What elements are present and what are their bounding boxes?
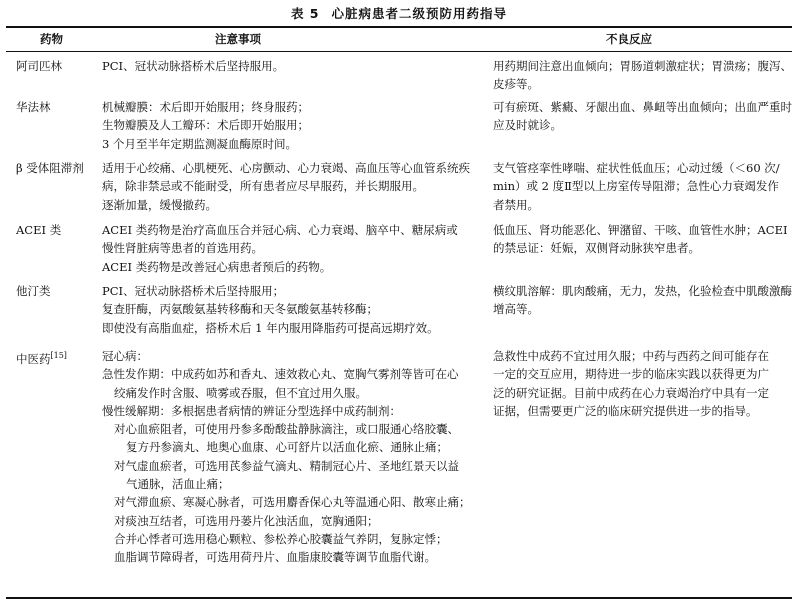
- bottom-rule: [6, 597, 792, 599]
- row-adverse: 可有瘀斑、紫癜、牙龈出血、鼻衄等出血倾向；出血严重时 应及时就诊。: [493, 100, 792, 133]
- header-rule: [6, 51, 792, 52]
- row-notes: ACEI 类药物是治疗高血压合并冠心病、心力衰竭、脑卒中、糖尿病或 慢性肾脏病等患者的首选用药。 ACEI 类药物是改善冠心病患者预后的药物。: [102, 223, 458, 274]
- row-adverse: 急救性中成药不宜过用久服；中药与西药之间可能存在 一定的交互应用，期待进一步的临床实践以获得更为广 泛的研究证据。目前中成药在心力衰竭治疗中具有一定 证据，但需要更广泛的临床研究提供进一步的指导。: [493, 349, 769, 418]
- row-drug: 华法林: [16, 100, 51, 114]
- table-caption: [0, 4, 798, 22]
- row-drug: 中医药[15]: [16, 351, 67, 366]
- row-drug: 他汀类: [16, 284, 51, 298]
- header-adverse: 不良反应: [606, 32, 652, 46]
- top-rule: [6, 26, 792, 28]
- row-notes: PCI、冠状动脉搭桥术后坚持服用； 复查肝酶，丙氨酸氨基转移酶和天冬氨酸氨基转移酶； 即使没有高脂血症，搭桥术后 1 年内服用降脂药可提高远期疗效。: [102, 284, 439, 335]
- row-notes: 冠心病： 急性发作期：中成药如苏和香丸、速效救心丸、宽胸气雾剂等皆可在心 绞痛发作时含服、喷雾或吞服，但不宜过用久服。 慢性缓解期：多根据患者病情的辨证分型选择中成药制剂： 对心血瘀阻者，可使用丹参多酚酸盐静脉滴注，或口服通心络胶囊、 复方丹参滴丸、地奥心血康、心可舒片以活血化瘀、通脉止痛； 对气虚血瘀者，可选用芪参益气滴丸、精制冠心片、圣地红景天以益 气通脉，活血止痛； 对气滞血瘀、寒凝心脉者，可选用麝香保心丸等温通心阳、散寒止痛； 对痰浊互结者，可选用丹蒌片化浊活血，宽胸通阳； 合并心悸者可选用稳心颗粒、参松养心胶囊益气养阴，复脉定悸； 血脂调节障碍者，可选用荷丹片、血脂康胶囊等调节血脂代谢。: [102, 349, 471, 565]
- header-notes: 注意事项: [215, 32, 261, 46]
- header-drug: 药物: [40, 32, 63, 46]
- table-title: 心脏病患者二级预防用药指导: [331, 6, 508, 21]
- row-notes: PCI、冠状动脉搭桥术后坚持服用。: [102, 59, 285, 73]
- table-number: 表 5: [290, 6, 320, 21]
- row-drug: β 受体阻滞剂: [16, 161, 84, 175]
- citation-ref: [15]: [50, 351, 67, 360]
- row-adverse: 用药期间注意出血倾向；胃肠道刺激症状；胃溃疡；腹泻、 皮疹等。: [493, 59, 792, 92]
- row-notes: 适用于心绞痛、心肌梗死、心房颤动、心力衰竭、高血压等心血管系统疾 病，除非禁忌或不能耐受，所有患者应尽早服药，并长期服用。 逐渐加量，缓慢撤药。: [102, 161, 470, 212]
- row-notes: 机械瓣膜：术后即开始服用；终身服药； 生物瓣膜及人工瓣环：术后即开始服用； 3 个月至半年定期监测凝血酶原时间。: [102, 100, 309, 151]
- row-adverse: 支气管痉挛性哮喘、症状性低血压；心动过缓（＜60 次/ min）或 2 度Ⅱ型以上房室传导阻滞；急性心力衰竭发作 者禁用。: [493, 161, 780, 212]
- row-drug: 阿司匹林: [16, 59, 62, 73]
- row-drug: ACEI 类: [16, 223, 62, 237]
- row-adverse: 横纹肌溶解：肌肉酸痛，无力，发热，化验检查中肌酸激酶 增高等。: [493, 284, 792, 317]
- row-adverse: 低血压、肾功能恶化、钾潴留、干咳、血管性水肿；ACEI 的禁忌证：妊娠，双侧肾动脉狭窄患者。: [493, 223, 788, 256]
